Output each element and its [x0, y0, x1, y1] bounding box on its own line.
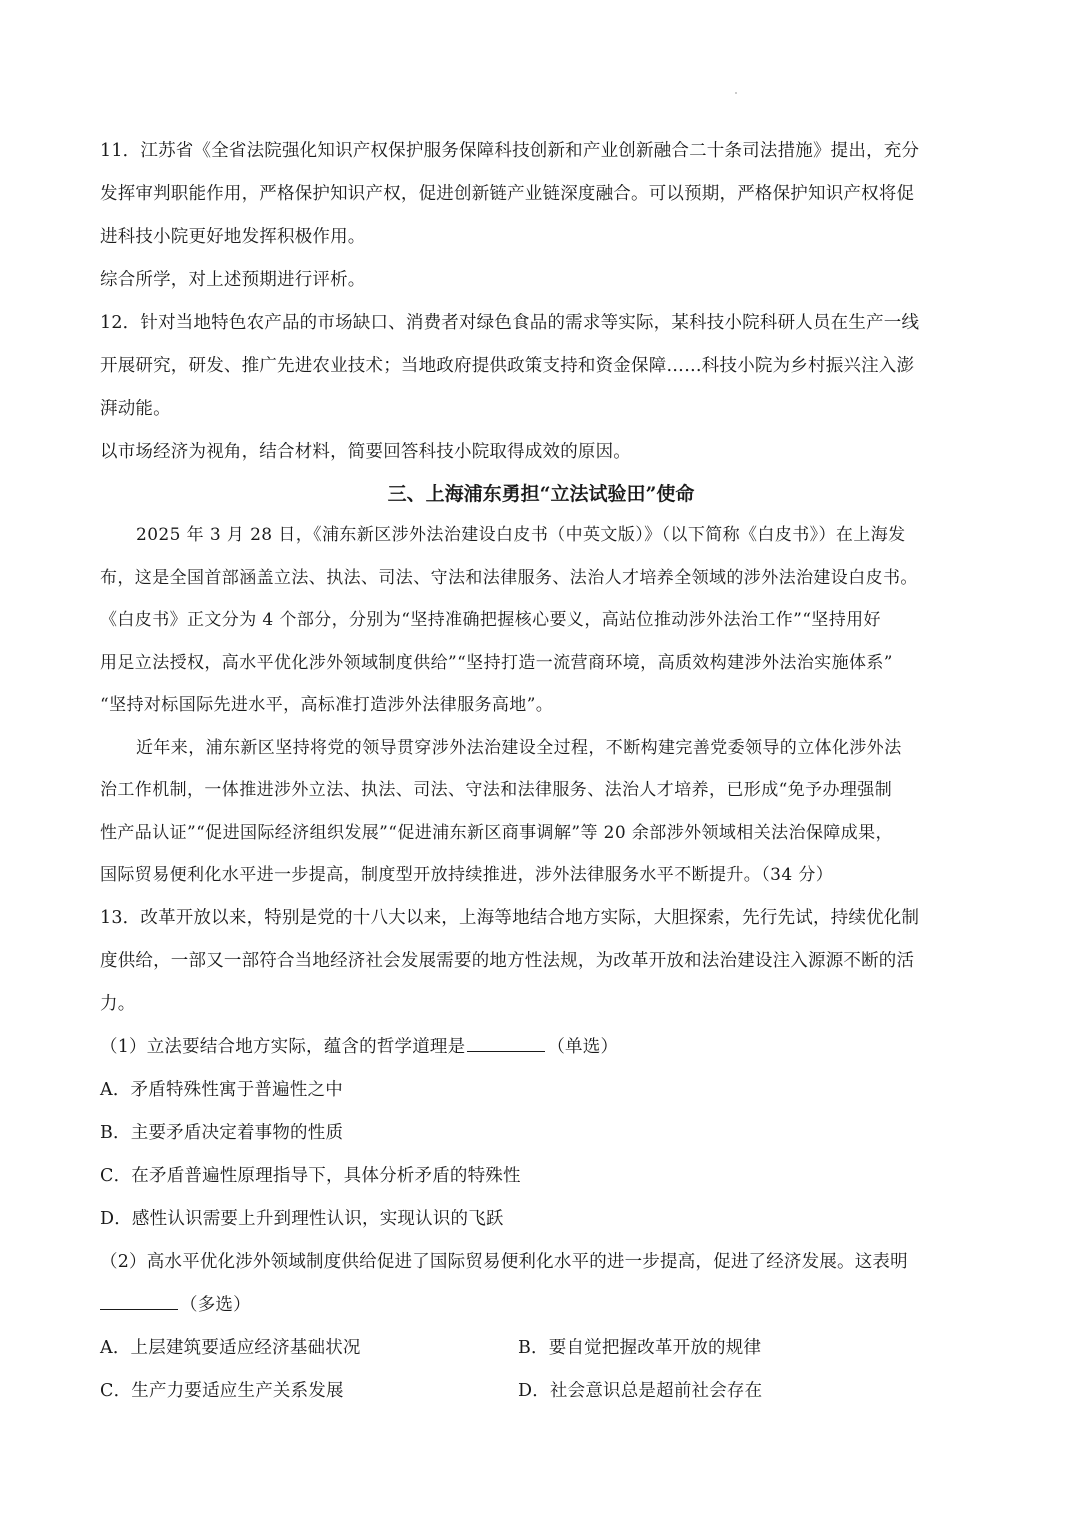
- material-line: 治工作机制，一体推进涉外立法、执法、司法、守法和法律服务、法治人才培养，已形成“免予办理强制: [100, 780, 893, 800]
- question-13: [100, 897, 982, 1413]
- q12-line: 12．针对当地特色农产品的市场缺口、消费者对绿色食品的需求等实际，某科技小院科研人员在生产一线: [100, 313, 920, 333]
- q13-sub1-prompt: [100, 1026, 982, 1069]
- material-line: 《白皮书》正文分为 4 个部分，分别为“坚持准确把握核心要义，高站位推动涉外法治工作”“坚持用好: [100, 610, 881, 630]
- material-line: 国际贸易便利化水平进一步提高，制度型开放持续推进，涉外法律服务水平不断提升。（34 分）: [100, 865, 834, 885]
- q11-line: 进科技小院更好地发挥积极作用。: [100, 227, 366, 247]
- material-line: 近年来，浦东新区坚持将党的领导贯穿涉外法治建设全过程，不断构建完善党委领导的立体化涉外法: [136, 737, 902, 758]
- q12-line: 湃动能。: [100, 399, 171, 419]
- exam-page: [100, 130, 982, 1413]
- q12-line: 开展研究，研发、推广先进农业技术；当地政府提供政策支持和资金保障……科技小院为乡村振兴注入澎: [100, 356, 915, 376]
- material-paragraph-2: [100, 727, 982, 897]
- q11-line: 11．江苏省《全省法院强化知识产权保护服务保障科技创新和产业创新融合二十条司法措施》提出，充分: [100, 141, 920, 161]
- option-a: A．矛盾特殊性寓于普遍性之中: [100, 1079, 343, 1100]
- option-b: B．主要矛盾决定着事物的性质: [100, 1122, 344, 1143]
- option-c: C．生产力要适应生产关系发展: [100, 1380, 344, 1401]
- q12-prompt: 以市场经济为视角，结合材料，简要回答科技小院取得成效的原因。: [100, 442, 631, 462]
- material-paragraph-1: [100, 514, 982, 727]
- scan-dot: [735, 92, 737, 94]
- option-row: [100, 1327, 982, 1370]
- q11-line: 发挥审判职能作用，严格保护知识产权，促进创新链产业链深度融合。可以预期，严格保护知识产权将促: [100, 184, 915, 204]
- q11-prompt: 综合所学，对上述预期进行评析。: [100, 270, 366, 290]
- answer-blank-2[interactable]: [100, 1291, 178, 1310]
- q13-stem-line: 度供给，一部又一部符合当地经济社会发展需要的地方性法规，为改革开放和法治建设注入源源不断的活: [100, 950, 915, 971]
- q13-sub2-blank-line: [100, 1284, 982, 1327]
- q13-sub1-suffix: （单选）: [547, 1036, 619, 1057]
- material-line: “坚持对标国际先进水平，高标准打造涉外法律服务高地”。: [100, 695, 554, 715]
- q13-stem-line: 13．改革开放以来，特别是党的十八大以来，上海等地结合地方实际，大胆探索，先行先试，持续优化制: [100, 907, 920, 928]
- option-row: [100, 1370, 982, 1413]
- option-d: D．感性认识需要上升到理性认识，实现认识的飞跃: [100, 1208, 504, 1229]
- option-d: D．社会意识总是超前社会存在: [518, 1380, 763, 1401]
- q13-stem-line: 力。: [100, 993, 136, 1014]
- q13-sub2-suffix: （多选）: [180, 1294, 251, 1315]
- q13-sub2-prompt: （2）高水平优化涉外领域制度供给促进了国际贸易便利化水平的进一步提高，促进了经济发展。这表明: [100, 1251, 908, 1272]
- material-line: 2025 年 3 月 28 日，《浦东新区涉外法治建设白皮书（中英文版）》（以下简称《白皮书》）在上海发: [136, 525, 906, 545]
- material-line: 布，这是全国首部涵盖立法、执法、司法、守法和法律服务、法治人才培养全领域的涉外法治建设白皮书。: [100, 567, 918, 588]
- option-c: C．在矛盾普遍性原理指导下，具体分析矛盾的特殊性: [100, 1165, 521, 1186]
- q13-sub1-prefix: （1）立法要结合地方实际，蕴含的哲学道理是: [100, 1036, 466, 1057]
- question-12: [100, 302, 982, 474]
- answer-blank-1[interactable]: [467, 1033, 545, 1052]
- option-b: B．要自觉把握改革开放的规律: [518, 1337, 762, 1358]
- material-line: 性产品认证”“促进国际经济组织发展”“促进浦东新区商事调解”等 20 余部涉外领域相关法治保障成果，: [100, 822, 893, 843]
- material-line: 用足立法授权，高水平优化涉外领域制度供给”“坚持打造一流营商环境，高质效构建涉外法治实施体系”: [100, 652, 893, 673]
- option-a: A．上层建筑要适应经济基础状况: [100, 1337, 361, 1358]
- section-title: 三、上海浦东勇担“立法试验田”使命: [387, 483, 695, 505]
- question-11: [100, 130, 982, 302]
